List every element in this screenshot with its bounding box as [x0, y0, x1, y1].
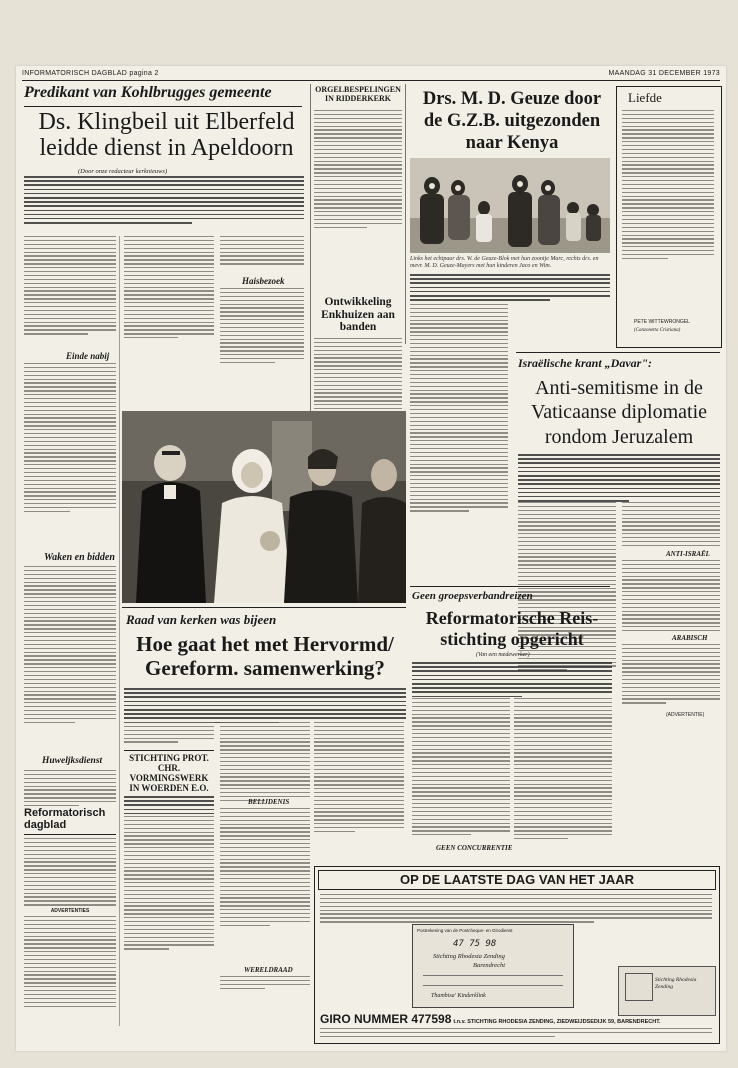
- card-header: Postrekening van de Postcheque- en Girodienst: [417, 928, 513, 933]
- sub-einde-nabij: Einde nabij: [66, 351, 110, 361]
- geuze-headline: Drs. M. D. Geuze door de G.Z.B. uitgezonden naar Kenya: [422, 89, 602, 154]
- liefde-author: PETE WITTEWRONGEL: [634, 319, 690, 325]
- geuze-photo: [410, 158, 610, 253]
- masthead-text-2: [24, 916, 116, 1007]
- card-name: Stichting Rhodesia Zending: [433, 953, 505, 960]
- reis-note: (Van een medewerker): [476, 652, 530, 658]
- lead-headline: Ds. Klingbeil uit Elberfeld leidde dienst in Apeldoorn: [38, 109, 295, 161]
- israel-col-b3: [622, 644, 720, 706]
- reis-col-b: [514, 698, 612, 842]
- lead-col-a4: [24, 770, 116, 809]
- liefde-source: (Canzonetta Cristiana): [634, 328, 681, 333]
- sub-waken-en-bidden: Waken en bidden: [44, 552, 115, 563]
- stamp-icon: [625, 973, 653, 1001]
- card-place: Barendrecht: [473, 962, 506, 969]
- card-gift: Thambisa' Kinderklink: [431, 993, 486, 999]
- raad-headline: Hoe gaat het met Hervormd/ Gereform. samenwerking?: [136, 632, 394, 681]
- israel-kicker: Israëlische krant „Davar":: [518, 356, 652, 370]
- israel-col-b2: [622, 560, 720, 634]
- orgel-title: ORGELBESPELINGEN IN RIDDERKERK: [315, 85, 401, 103]
- orgel-text: [314, 110, 402, 231]
- newspaper-page: [16, 66, 726, 1051]
- rule: [24, 834, 116, 835]
- lead-intro: [24, 176, 304, 226]
- raad-col-a: [124, 722, 214, 745]
- stichting-sub-wereldraad: WERELDRAAD: [244, 966, 293, 974]
- rule: [516, 352, 720, 353]
- lead-col-c2: [220, 288, 304, 366]
- lead-col-c: [220, 236, 304, 267]
- lead-byline: (Door onze redacteur kerknieuws): [78, 168, 168, 175]
- sub-haisbezoek: Haisbezoek: [242, 276, 285, 286]
- ad-footer: [320, 1028, 712, 1040]
- column-rule: [310, 84, 311, 439]
- masthead-text: [24, 838, 116, 905]
- sub-huweljksdienst: Huweljksdienst: [42, 756, 103, 766]
- liefde-title: Liefde: [628, 90, 662, 105]
- card-line: [423, 985, 563, 986]
- header-right: MAANDAG 31 DECEMBER 1973: [608, 70, 720, 77]
- geuze-intro: [410, 274, 610, 303]
- rule: [410, 586, 610, 587]
- israel-sub-anti: ANTI-ISRAËL: [666, 550, 710, 558]
- raad-col-c: [314, 722, 404, 835]
- reis-col-a: [412, 698, 510, 838]
- lead-col-a3: [24, 566, 116, 726]
- raad-kicker: Raad van kerken was bijeen: [126, 612, 277, 627]
- raad-col-b3: [220, 976, 310, 992]
- giro-rest: t.n.v. STICHTING RHODESIA ZENDING, ZIEDWEIJDSEDIJK 59, BARENDRECHT.: [453, 1019, 661, 1025]
- stamp-text: Stichting Rhodesia Zending: [655, 977, 697, 991]
- masthead-block: [24, 808, 116, 1010]
- header-left: INFORMATORISCH DAGBLAD pagina 2: [22, 70, 159, 77]
- wedding-photo-image: [122, 411, 406, 603]
- column-rule: [405, 84, 406, 344]
- header-rule: [22, 80, 720, 81]
- stichting-intro: [124, 796, 214, 817]
- rule: [24, 106, 302, 107]
- rule: [124, 750, 214, 751]
- lead-col-a2: [24, 363, 116, 515]
- column-rule: [119, 236, 120, 1026]
- raad-intro: [124, 688, 406, 726]
- reis-sub: GEEN CONCURRENTIE: [436, 844, 513, 852]
- ad-title: OP DE LAATSTE DAG VAN HET JAAR: [318, 870, 716, 890]
- israel-intro: [518, 454, 720, 504]
- geuze-photo-image: [410, 158, 610, 253]
- reis-intro: [412, 662, 612, 700]
- geuze-col-a: [410, 304, 508, 514]
- reis-headline: Reformatorische Reis-stichting opgericht: [425, 608, 599, 649]
- page-header: [22, 70, 720, 80]
- israel-col-b: [622, 502, 720, 549]
- rule: [122, 607, 406, 608]
- giro-number: GIRO NUMMER 477598: [320, 1012, 452, 1026]
- ad-text: [320, 894, 712, 925]
- giro-card: [412, 924, 574, 1008]
- israel-ad-tag: (ADVERTENTIE): [666, 712, 705, 718]
- wedding-photo: [122, 411, 406, 603]
- card-line: [423, 975, 563, 976]
- card-amount: 47 75 98: [453, 939, 497, 949]
- israel-sub-arabisch: ARABISCH: [672, 634, 708, 642]
- raad-col-b2: [220, 808, 310, 929]
- raad-col-b: [220, 722, 310, 804]
- masthead-sub: ADVERTENTIES: [50, 908, 90, 915]
- geuze-caption: Links het echtpaar drs. W. de Geuze-Blok met hun zoontje Marc, rechts drs. en mevr. M. D. Geuze-Mayers met hun kinderen Jaco en Wim.: [410, 256, 599, 270]
- stichting-sub-belijdenis: BELIJDENIS: [248, 798, 290, 806]
- masthead-title: Reformatorisch dagblad: [24, 807, 106, 831]
- reis-kicker: Geen groepsverbandreizen: [412, 590, 533, 602]
- lead-col-b: [124, 236, 214, 341]
- stichting-text: [124, 816, 214, 952]
- stichting-title: STICHTING PROT. CHR. VORMINGSWERK IN WOERDEN E.O.: [129, 753, 209, 793]
- israel-headline: Anti-semitisme in de Vaticaanse diplomatie rondom Jeruzalem: [530, 377, 708, 448]
- lead-kicker: Predikant van Kohlbrugges gemeente: [24, 84, 272, 101]
- lead-col-a: [24, 236, 116, 337]
- stamp-card: [618, 966, 716, 1016]
- enkhuizen-headline: Ontwikkeling Enkhuizen aan banden: [321, 296, 395, 334]
- liefde-text: [622, 110, 714, 262]
